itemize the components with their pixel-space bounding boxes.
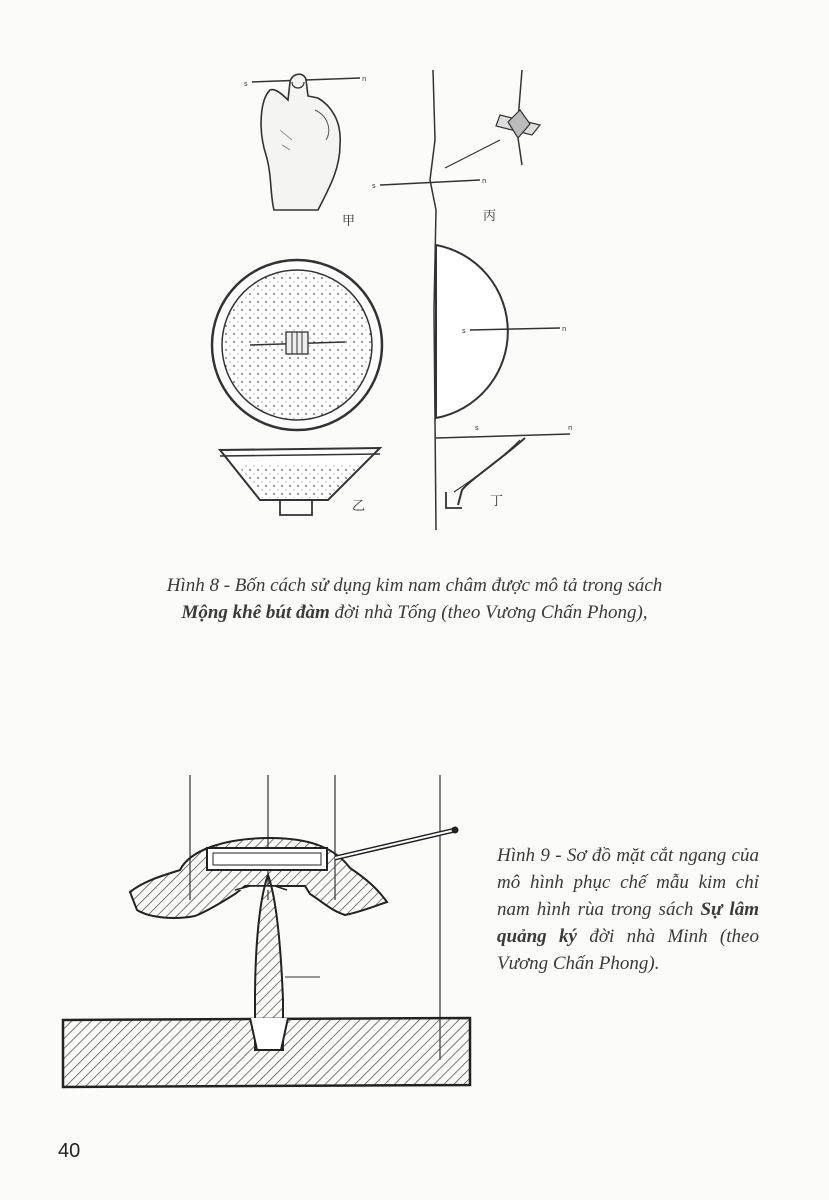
svg-text:s: s — [244, 80, 248, 88]
panel-yi-bowl-top-view — [212, 260, 382, 430]
figure-9-book-title: Sự lâm quảng ký — [497, 899, 759, 947]
figure-8-illustration — [200, 60, 620, 530]
figure-8-book-title: Mộng khê bút đàm — [181, 602, 330, 623]
panel-bing-suspended-method — [372, 70, 540, 224]
label-jia: 甲 — [342, 214, 356, 229]
figure-8-caption — [60, 572, 769, 626]
figure-8-caption-line1: Hình 8 - Bốn cách sử dụng kim nam châm được mô tả trong sách — [166, 575, 663, 596]
panel-ding-edge-side-view — [436, 424, 572, 509]
svg-text:n: n — [568, 424, 573, 432]
svg-text:n: n — [562, 325, 567, 333]
figure-8-caption-line2: Mộng khê bút đàm đời nhà Tống (theo Vương Chấn Phong), — [181, 602, 648, 623]
svg-text:n: n — [482, 177, 487, 185]
figure-9-illustration — [55, 760, 485, 1100]
svg-text:s: s — [462, 327, 466, 335]
svg-text:s: s — [475, 424, 479, 432]
panel-ding-edge-top-view — [436, 245, 566, 418]
panel-yi-bowl-side-view — [220, 448, 380, 515]
page-number: 40 — [58, 1140, 81, 1162]
label-ding: 丁 — [490, 494, 504, 509]
figure-9-caption: Hình 9 - Sơ đồ mặt cắt ngang của mô hình phục chế mẫu kim chỉ nam hình rùa trong sách Sự lâm quảng ký đời nhà Minh (theo Vương Chấn Phong). — [497, 845, 759, 974]
label-bing: 丙 — [483, 209, 497, 224]
svg-text:s: s — [372, 182, 376, 190]
panel-jia-fingernail-method — [244, 74, 366, 229]
label-yi: 乙 — [352, 499, 366, 514]
svg-text:n: n — [362, 75, 367, 83]
